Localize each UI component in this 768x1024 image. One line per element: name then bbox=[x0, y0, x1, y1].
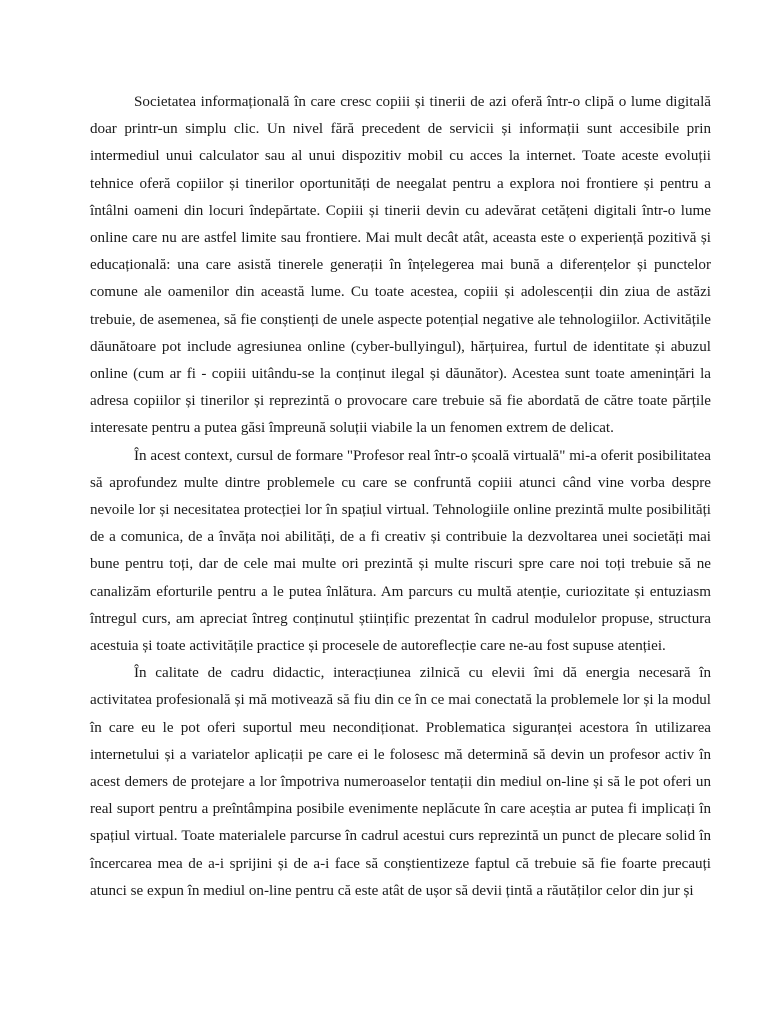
paragraph-information-society: Societatea informațională în care cresc copiii și tinerii de azi oferă într-o clipă o lume digitală doar printr-un simplu clic. Un nivel fără precedent de servicii și informații sunt accesibile prin intermediul unui calculator sau al unui dispozitiv mobil cu acces la internet. Toate aceste evoluții tehnice oferă copiilor și tinerilor oportunități de neegalat pentru a explora noi frontiere și pentru a întâlni oameni din locuri îndepărtate. Copiii și tinerii devin cu adevărat cetățeni digitali într-o lume online care nu are astfel limite sau frontiere. Mai mult decât atât, aceasta este o experiență pozitivă și educațională: una care asistă tinerele generații în înțelegerea mai bună a diferențelor și punctelor comune ale oamenilor din această lume. Cu toate acestea, copiii și adolescenții din ziua de astăzi trebuie, de asemenea, să fie conștienți de unele aspecte potențial negative ale tehnologiilor. Activitățile dăunătoare pot include agresiunea online (cyber-bullyingul), hărțuirea, furtul de identitate și abuzul online (cum ar fi - copiii uitându-se la conținut ilegal și dăunător). Acestea sunt toate amenințări la adresa copiilor și tinerilor și reprezintă o provocare care trebuie să fie abordată de către toate părțile interesate pentru a putea găsi împreună soluții viabile la un fenomen extrem de delicat. bbox=[90, 94, 711, 437]
document-body bbox=[90, 89, 711, 905]
paragraph-teacher-role: În calitate de cadru didactic, interacțiunea zilnică cu elevii îmi dă energia necesară în activitatea profesională și mă motivează să fiu din ce în ce mai conectată la problemele lor și la modul în care eu le pot oferi suportul meu necondiționat. Problematica siguranței acestora în utilizarea internetului și a variatelor aplicații pe care ei le folosesc mă determină să devin un profesor activ în acest demers de protejare a lor împotriva numeroaselor tentații din mediul on-line și să le pot oferi un real suport pentru a preîntâmpina posibile evenimente neplăcute în care aceștia ar putea fi implicați în spațiul virtual. Toate materialele parcurse în cadrul acestui curs reprezintă un punct de plecare solid în încercarea mea de a-i sprijini și de a-i face să conștientizeze faptul că trebuie să fie foarte precauți atunci se expun în mediul on-line pentru că este atât de ușor să devii țintă a răutăților celor din jur și bbox=[90, 665, 711, 899]
paragraph-course-context: În acest context, cursul de formare "Profesor real într-o școală virtuală" mi-a oferit posibilitatea să aprofundez multe dintre problemele cu care se confruntă copiii atunci când vine vorba despre nevoile lor și necesitatea protecției lor în spațiul virtual. Tehnologiile online prezintă multe posibilități de a comunica, de a învăța noi abilități, de a fi creativ și contribuie la dezvoltarea unei societăți mai bune pentru toți, dar de cele mai multe ori prezintă și multe riscuri spre care noi toți trebuie să ne canalizăm eforturile pentru a le putea înlătura. Am parcurs cu multă atenție, curiozitate și entuziasm întregul curs, am apreciat întreg conținutul științific prezentat în cadrul modulelor propuse, structura acestuia și toate activitățile practice și procesele de autoreflecție care ne-au fost supuse atenției. bbox=[90, 447, 711, 655]
